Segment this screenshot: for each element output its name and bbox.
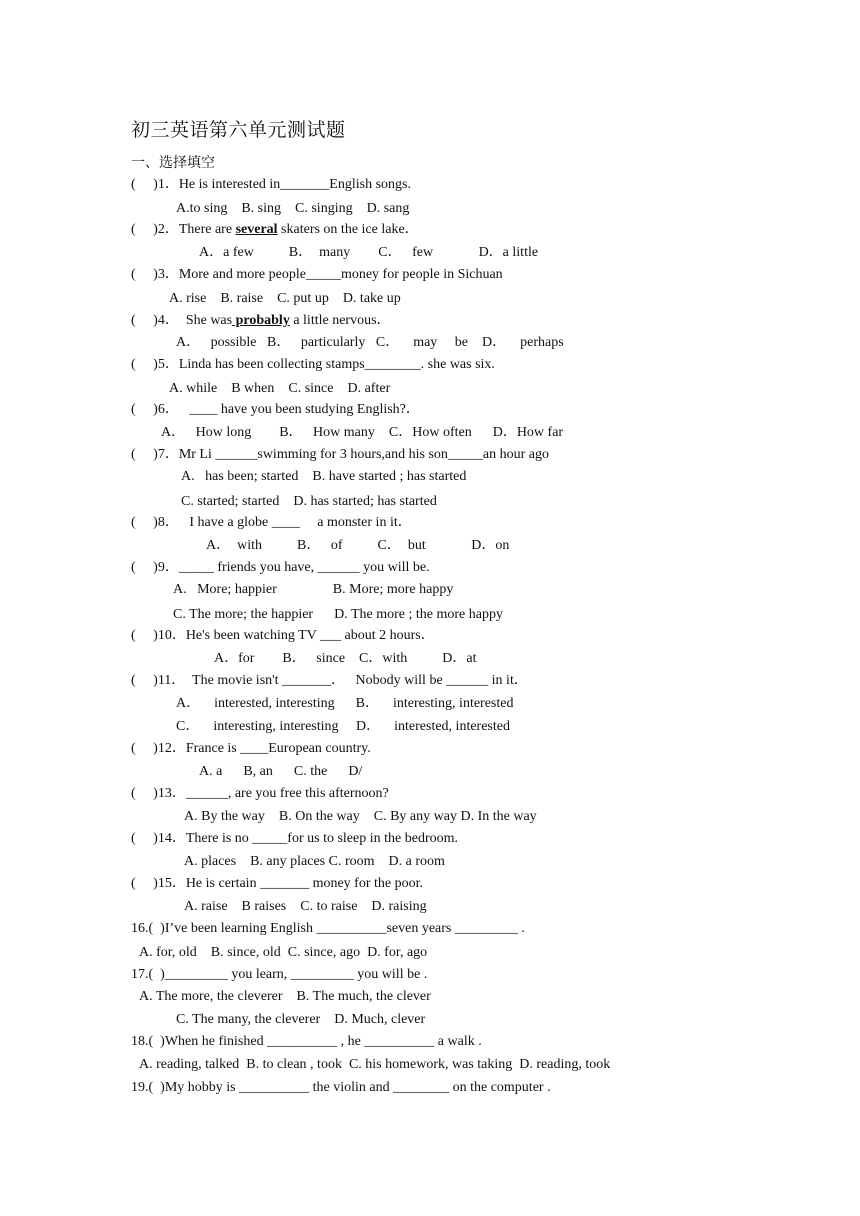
option-line: ( )14．There is no _____for us to sleep in the bedroom. [131, 831, 458, 846]
question-text: ( )2．There are [131, 222, 236, 237]
question-line: A． with B． of C． but D．on [206, 538, 510, 553]
option-line: A.to sing B. sing C. singing D. sang [176, 201, 410, 216]
question-line: C． interesting, interesting D． interested, interested [176, 719, 510, 734]
question-line: ( )11． The movie isn't _______． Nobody will be ______ in it． [131, 673, 528, 688]
option-line: ( )15．He is certain _______ money for the poor. [131, 876, 423, 891]
option-line: A． How long B． How many C．How often D．How far [161, 425, 564, 440]
question-line: A. By the way B. On the way C. By any way D. In the way [184, 809, 537, 824]
question-line [131, 221, 419, 239]
option-line: C. The more; the happier D. The more ; the more happy [173, 607, 503, 622]
option-line: A. reading, talked B. to clean , took C. his homework, was taking D. reading, took [139, 1057, 611, 1072]
option-line: 16.( )I’ve been learning English __________seven years _________ . [131, 921, 525, 936]
option-line: ( )12．France is ____European country. [131, 741, 371, 756]
section-heading: 一、选择填空 [131, 155, 215, 171]
page-title: 初三英语第六单元测试题 [131, 119, 346, 141]
question-line: A. places B. any places C. room D. a room [184, 854, 445, 869]
option-line: ( )8． I have a globe ____ a monster in it． [131, 515, 412, 530]
question-line: A. a B, an C. the D/ [199, 764, 363, 779]
option-line: ( )13．______, are you free this afternoon? [131, 786, 389, 801]
question-line: A. The more, the cleverer B. The much, the clever [139, 989, 431, 1004]
emphasized-word: several [235, 222, 278, 237]
question-line: 19.( )My hobby is __________ the violin and ________ on the computer . [131, 1080, 551, 1095]
question-line: ( )10．He's been watching TV ___ about 2 hours． [131, 628, 435, 643]
option-line: A. rise B. raise C. put up D. take up [169, 291, 401, 306]
question-text: ( )4． She was [131, 313, 233, 328]
question-text: skaters on the ice lake． [277, 222, 419, 237]
option-line: C. The many, the cleverer D. Much, clever [176, 1012, 426, 1027]
question-line: ( )1．He is interested in_______English songs. [131, 177, 411, 192]
question-line: ( )6． ____ have you been studying English?． [131, 402, 420, 417]
question-line: A. for, old B. since, old C. since, ago D. for, ago [139, 945, 428, 960]
question-line: ( )3．More and more people_____money for people in Sichuan [131, 267, 503, 282]
question-line [131, 312, 391, 330]
emphasized-word: probably [232, 313, 290, 328]
option-line: A．for B． since C．with D．at [214, 651, 477, 666]
option-line: A．a few B． many C． few D．a little [199, 245, 539, 260]
option-line: 17.( )_________ you learn, _________ you will be . [131, 967, 428, 982]
question-line: A. More; happier B. More; more happy [173, 582, 454, 597]
option-line: A. has been; started B. have started ; has started [181, 469, 467, 484]
option-line: ( )9．_____ friends you have, ______ you will be. [131, 560, 430, 575]
question-text: a little nervous． [289, 313, 391, 328]
question-line: ( )7．Mr Li ______swimming for 3 hours,and his son_____an hour ago [131, 447, 550, 462]
option-line: A. while B when C. since D. after [169, 381, 391, 396]
option-line: A． possible B． particularly C． may be D． perhaps [176, 335, 564, 350]
question-line: 18.( )When he finished __________ , he __________ a walk . [131, 1034, 482, 1049]
question-line: A. raise B raises C. to raise D. raising [184, 899, 427, 914]
question-line: ( )5．Linda has been collecting stamps________. she was six. [131, 357, 495, 372]
question-line: C. started; started D. has started; has started [181, 494, 437, 509]
option-line: A． interested, interesting B． interesting, interested [176, 696, 514, 711]
